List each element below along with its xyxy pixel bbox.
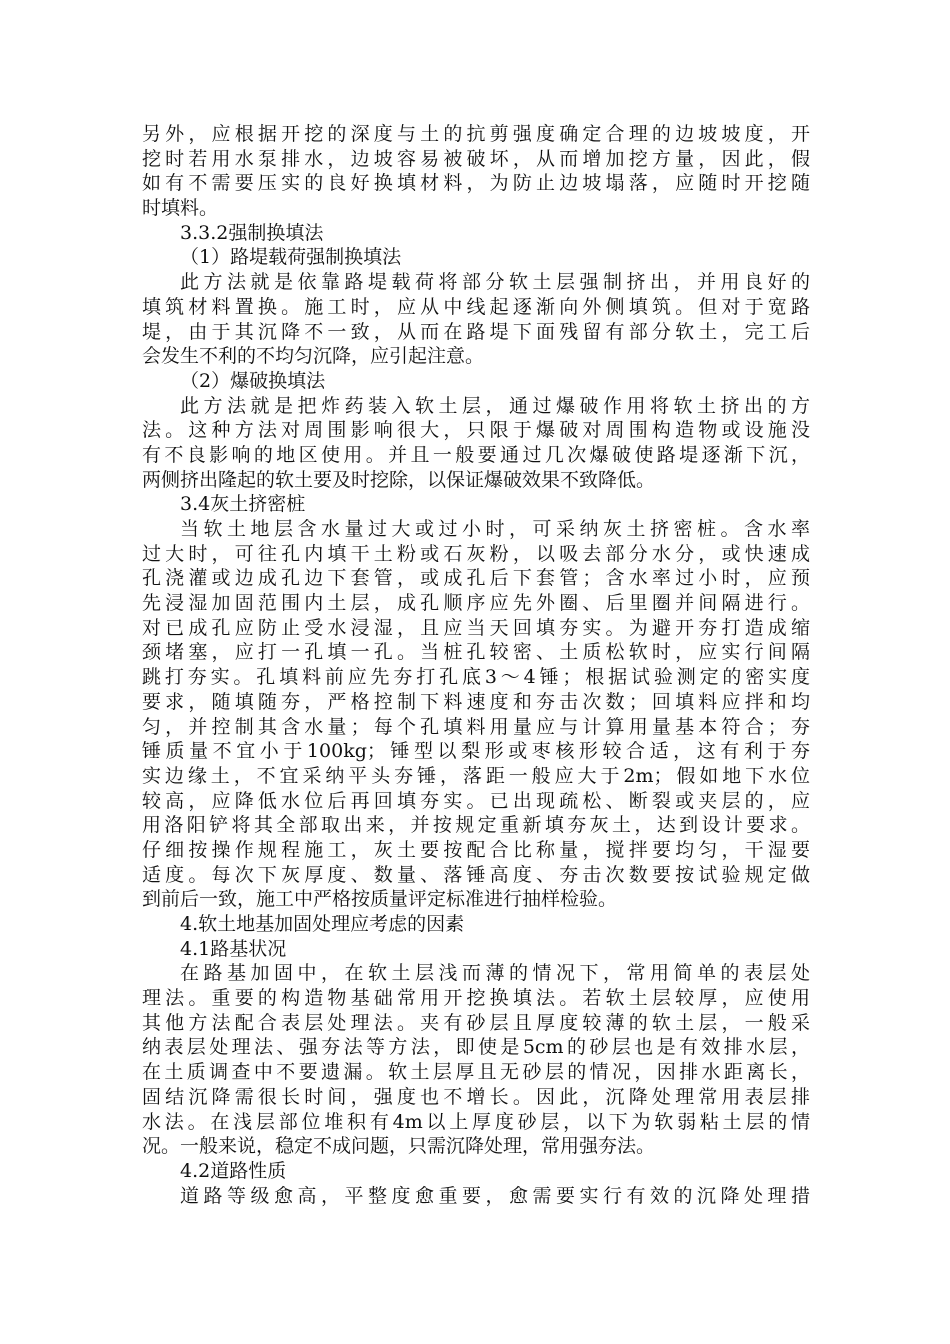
paragraph-line: 对已成孔应防止受水浸湿，且应当天回填夯实。为避开夯打造成缩: [142, 616, 810, 639]
paragraph-line: 水法。在浅层部位堆积有4m以上厚度砂层，以下为软弱粘土层的情: [142, 1110, 810, 1133]
paragraph-line: 法。这种方法对周围影响很大，只限于爆破对周围构造物或设施没: [142, 419, 810, 442]
paragraph-line: 实边缘土，不宜采纳平头夯锤，落距一般应大于2m；假如地下水位: [142, 764, 810, 787]
paragraph-line: 堤，由于其沉降不一致，从而在路堤下面残留有部分软土，完工后: [142, 320, 810, 343]
paragraph-line: 锤质量不宜小于100kg；锤型以梨形或枣核形较合适，这有利于夯: [142, 740, 810, 763]
paragraph-line: 先浸湿加固范围内土层，成孔顺序应先外圈、后里圈并间隔进行。: [142, 592, 810, 615]
paragraph-line: 用洛阳铲将其全部取出来，并按规定重新填夯灰土，达到设计要求。: [142, 814, 810, 837]
paragraph-line: 仔细按操作规程施工，灰土要按配合比称量，搅拌要均匀，干湿要: [142, 838, 810, 861]
paragraph-line: 纳表层处理法、强夯法等方法，即使是5cm的砂层也是有效排水层，: [142, 1036, 810, 1059]
paragraph-line: 适度。每次下灰厚度、数量、落锤高度、夯击次数要按试验规定做: [142, 863, 810, 886]
section-heading: （1）路堤载荷强制换填法: [180, 246, 402, 269]
paragraph-line: 会发生不利的不均匀沉降，应引起注意。: [142, 345, 485, 368]
paragraph-line: 较高，应降低水位后再回填夯实。已出现疏松、断裂或夹层的，应: [142, 789, 810, 812]
section-heading: （2）爆破换填法: [180, 369, 326, 392]
paragraph-first-line: 此方法就是依靠路堤载荷将部分软土层强制挤出，并用良好的: [180, 271, 810, 294]
section-heading: 4.软土地基加固处理应考虑的因素: [180, 913, 465, 935]
section-heading: 4.2道路性质: [180, 1159, 287, 1182]
paragraph-line: 过大时，可往孔内填干土粉或石灰粉，以吸去部分水分，或快速成: [142, 542, 810, 565]
paragraph-line: 要求，随填随夯，严格控制下料速度和夯击次数；回填料应拌和均: [142, 690, 810, 713]
paragraph-line: 到前后一致，施工中严格按质量评定标准进行抽样检验。: [142, 888, 618, 911]
paragraph-line: 如有不需要压实的良好换填材料，为防止边坡塌落，应随时开挖随: [142, 172, 810, 195]
paragraph-line: 挖时若用水泵排水，边坡容易被破坏，从而增加挖方量，因此，假: [142, 147, 810, 170]
paragraph-line: 固结沉降需很长时间，强度也不增长。因此，沉降处理常用表层排: [142, 1085, 810, 1108]
paragraph-line: 理法。重要的构造物基础常用开挖换填法。若软土层较厚，应使用: [142, 987, 810, 1010]
paragraph-first-line: 此方法就是把炸药装入软土层，通过爆破作用将软土挤出的方: [180, 394, 810, 417]
paragraph-line: 有不良影响的地区使用。并且一般要通过几次爆破使路堤逐渐下沉，: [142, 443, 810, 466]
document-page: [142, 122, 810, 1208]
paragraph-line: 在土质调查中不要遗漏。软土层厚且无砂层的情况，因排水距离长，: [142, 1061, 810, 1084]
paragraph-first-line: 道路等级愈高，平整度愈重要，愈需要实行有效的沉降处理措: [180, 1184, 810, 1207]
paragraph-line: 跳打夯实。孔填料前应先夯打孔底3～4锤；根据试验测定的密实度: [142, 666, 810, 689]
paragraph-line: 两侧挤出隆起的软土要及时挖除，以保证爆破效果不致降低。: [142, 468, 656, 491]
paragraph-line: 时填料。: [142, 197, 219, 220]
paragraph-line: 填筑材料置换。施工时，应从中线起逐渐向外侧填筑。但对于宽路: [142, 295, 810, 318]
paragraph-line: 孔浇灌或边成孔边下套管，或成孔后下套管；含水率过小时，应预: [142, 567, 810, 590]
section-heading: 3.4灰土挤密桩: [180, 493, 306, 516]
paragraph-line: 另外，应根据开挖的深度与土的抗剪强度确定合理的边坡坡度，开: [142, 123, 810, 145]
paragraph-line: 况。一般来说，稳定不成问题，只需沉降处理，常用强夯法。: [142, 1135, 656, 1158]
paragraph-first-line: 在路基加固中，在软土层浅而薄的情况下，常用简单的表层处: [180, 962, 810, 985]
paragraph-first-line: 当软土地层含水量过大或过小时，可采纳灰土挤密桩。含水率: [180, 518, 810, 540]
section-heading: 4.1路基状况: [180, 937, 287, 960]
paragraph-line: 其他方法配合表层处理法。夹有砂层且厚度较薄的软土层，一般采: [142, 1011, 810, 1034]
paragraph-line: 匀，并控制其含水量；每个孔填料用量应与计算用量基本符合；夯: [142, 715, 810, 738]
section-heading: 3.3.2强制换填法: [180, 221, 324, 244]
paragraph-line: 颈堵塞，应打一孔填一孔。当桩孔较密、土质松软时，应实行间隔: [142, 641, 810, 664]
